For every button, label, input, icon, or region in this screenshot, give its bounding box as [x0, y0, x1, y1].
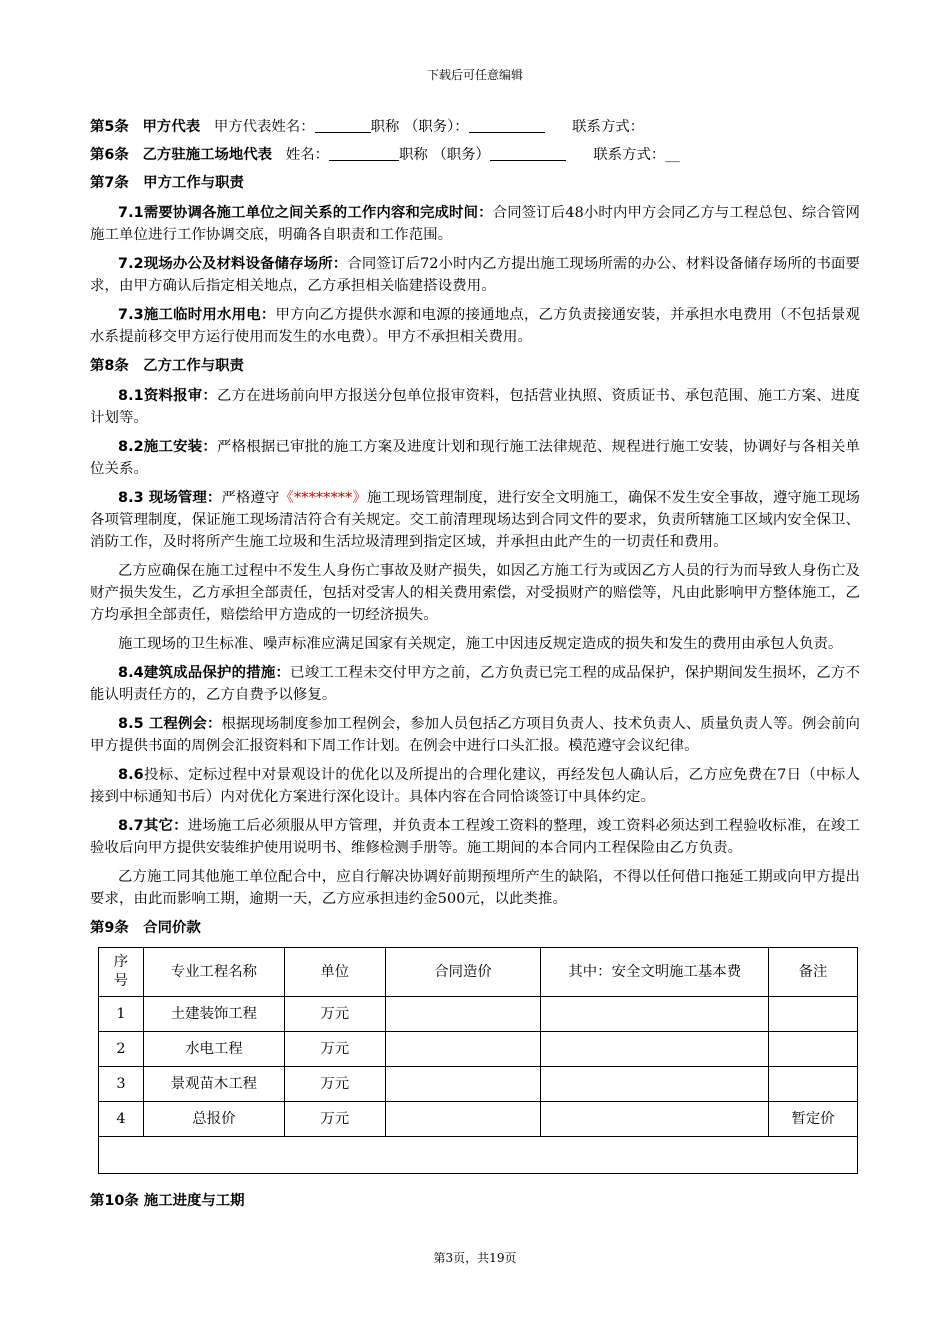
name-blank[interactable] [315, 116, 371, 133]
table-row [99, 997, 858, 1032]
table-row [99, 1067, 858, 1102]
clause-title: 8.2施工安装： [118, 439, 217, 455]
table-cell [541, 1032, 769, 1067]
table-cell: 1 [99, 997, 144, 1032]
table-cell: 万元 [284, 1067, 385, 1102]
article-8-heading: 第8条 乙方工作与职责 [90, 358, 244, 374]
table-cell [769, 1067, 858, 1102]
header-cell: 单位 [284, 948, 385, 997]
clause-text: 已竣工工程未交付甲方之前，乙方负责已完工程的成品保护，保护期间发生损坏，乙方不能认明责任方的，乙方自费予以修复。 [90, 665, 861, 703]
article-6-name-label: 姓名： [285, 147, 329, 163]
clause-text: 严格根据已审批的施工方案及进度计划和现行施工法律规范、规程进行施工安装，协调好与各相关单位关系。 [90, 439, 860, 477]
clause-title: 7.1需要协调各施工单位之间关系的工作内容和完成时间： [118, 205, 493, 221]
clause-8-4 [90, 662, 860, 706]
clause-8-7 [90, 815, 860, 859]
table-cell: 土建装饰工程 [143, 997, 284, 1032]
clause-title: 7.3施工临时用水用电： [118, 307, 276, 323]
clause-8-5 [90, 713, 860, 757]
clause-title: 8.5 工程例会： [118, 716, 222, 732]
clause-text: 根据现场制度参加工程例会，参加人员包括乙方项目负责人、技术负责人、质量负责人等。例会前向甲方提供书面的周例会汇报资料和下周工作计划。在例会中进行口头汇报。模范遵守会议纪律。 [90, 716, 861, 754]
clause-8-1 [90, 385, 860, 429]
table-cell: 总报价 [143, 1102, 284, 1137]
article-6-contact-label: 联系方式：__ [593, 147, 680, 163]
article-9-heading: 第9条 合同价款 [90, 920, 201, 936]
clause-title: 8.6 [118, 767, 144, 783]
paragraph-safety: 乙方应确保在施工过程中不发生人身伤亡事故及财产损失，如因乙方施工行为或因乙方人员的行为而导致人身伤亡及财产损失发生，乙方承担全部责任，包括对受害人的相关费用索偿，对受损财产的赔偿等，凡由此影响甲方整体施工，乙方均承担全部责任，赔偿给甲方造成的一切经济损失。 [90, 563, 860, 623]
clause-7-3 [90, 304, 860, 348]
clause-text: 施工现场管理制度，进行安全文明施工，确保不发生安全事故，遵守施工现场各项管理制度，保证施工现场清洁符合有关规定。交工前清理现场达到合同文件的要求，负责所辖施工区域内安全保卫、消防工作，及时将所产生施工垃圾和生活垃圾清理到指定区域，并承担由此产生的一切责任和费用。 [90, 490, 861, 550]
clause-text: 乙方在进场前向甲方报送分包单位报审资料，包括营业执照、资质证书、承包范围、施工方案、进度计划等。 [90, 388, 860, 426]
article-6-title: 乙方驻施工场地代表 [142, 147, 273, 163]
clause-text: 进场施工后必须服从甲方管理，并负责本工程竣工资料的整理，竣工资料必须达到工程验收标准，在竣工验收后向甲方提供安装维护使用说明书、维修检测手册等。施工期间的本合同内工程保险由乙方负责。 [90, 818, 861, 856]
table-row-empty [99, 1137, 858, 1174]
article-6-label: 第6条 [90, 147, 129, 163]
clause-title: 8.4建筑成品保护的措施： [118, 665, 291, 681]
table-cell [769, 997, 858, 1032]
table-header-row [99, 948, 858, 997]
clause-text: 合同签订后48小时内甲方会同乙方与工程总包、综合管网施工单位进行工作协调交底，明确各自职责和工作范围。 [90, 205, 860, 243]
clause-text: 甲方向乙方提供水源和电源的接通地点，乙方负责接通安装，并承担水电费用（不包括景观水系提前移交甲方运行使用而发生的水电费）。甲方不承担相关费用。 [90, 307, 860, 345]
table-cell: 暂定价 [769, 1102, 858, 1137]
clause-8-6 [90, 764, 860, 808]
redacted-regulation-name: 《********》 [279, 490, 367, 506]
table-cell [385, 1102, 541, 1137]
header-cell: 专业工程名称 [143, 948, 284, 997]
article-5-label: 第5条 [90, 119, 129, 135]
table-cell [385, 1032, 541, 1067]
article-6-title-label: 职称 （职务） [398, 147, 490, 163]
table-cell [541, 1102, 769, 1137]
clause-8-3 [90, 487, 860, 553]
table-cell [541, 1067, 769, 1102]
table-cell: 水电工程 [143, 1032, 284, 1067]
paragraph-hygiene: 施工现场的卫生标准、噪声标准应满足国家有关规定，施工中因违反规定造成的损失和发生的费用由承包人负责。 [118, 636, 843, 652]
article-5-name-label: 甲方代表姓名： [213, 119, 315, 135]
article-6 [90, 144, 860, 166]
table-cell: 2 [99, 1032, 144, 1067]
paragraph-cooperation: 乙方施工同其他施工单位配合中，应自行解决协调好前期预埋所产生的缺陷，不得以任何借口拖延工期或向甲方提出要求，由此而影响工期，逾期一天，乙方应承担违约金500元，以此类推。 [90, 869, 860, 907]
clause-text: 合同签订后72小时内乙方提出施工现场所需的办公、材料设备储存场所的书面要求，由甲方确认后指定相关地点，乙方承担相关临建搭设费用。 [90, 256, 860, 294]
table-cell [99, 1137, 858, 1174]
table-row [99, 1102, 858, 1137]
table-cell [385, 997, 541, 1032]
clause-title: 8.1资料报审： [118, 388, 217, 404]
document-body [90, 116, 860, 1220]
clause-7-1 [90, 202, 860, 246]
header-cell: 合同造价 [385, 948, 541, 997]
page-header: 下载后可任意编辑 [426, 68, 523, 82]
table-row [99, 1032, 858, 1067]
clause-8-2 [90, 436, 860, 480]
article-5-contact-label: 联系方式： [572, 119, 645, 135]
clause-7-2 [90, 253, 860, 297]
table-cell: 4 [99, 1102, 144, 1137]
header-cell: 备注 [769, 948, 858, 997]
article-10-heading: 第10条 施工进度与工期 [90, 1193, 245, 1209]
table-cell: 万元 [284, 1102, 385, 1137]
article-7-heading: 第7条 甲方工作与职责 [90, 175, 244, 191]
clause-title: 7.2现场办公及材料设备储存场所： [118, 256, 348, 272]
clause-text: 投标、定标过程中对景观设计的优化以及所提出的合理化建议，再经发包人确认后，乙方应免费在7日（中标人接到中标通知书后）内对优化方案进行深化设计。具体内容在合同恰谈签订中具体约定。 [90, 767, 860, 805]
title-blank[interactable] [469, 116, 545, 133]
clause-title: 8.3 现场管理： [118, 490, 222, 506]
clause-text: 严格遵守 [221, 490, 280, 506]
header-cell: 序号 [99, 948, 144, 997]
table-cell [541, 997, 769, 1032]
header-cell: 其中：安全文明施工基本费 [541, 948, 769, 997]
table-cell: 3 [99, 1067, 144, 1102]
name-blank[interactable] [329, 144, 399, 161]
article-5-title: 甲方代表 [142, 119, 201, 135]
table-cell [769, 1032, 858, 1067]
page-footer: 第3页，共19页 [433, 1251, 517, 1265]
title-blank[interactable] [490, 144, 566, 161]
table-cell: 景观苗木工程 [143, 1067, 284, 1102]
table-cell: 万元 [284, 1032, 385, 1067]
clause-title: 8.7其它： [118, 818, 188, 834]
table-cell: 万元 [284, 997, 385, 1032]
table-cell [385, 1067, 541, 1102]
article-5 [90, 116, 860, 138]
article-5-title-label: 职称 （职务）： [370, 119, 469, 135]
contract-price-table [98, 947, 858, 1174]
